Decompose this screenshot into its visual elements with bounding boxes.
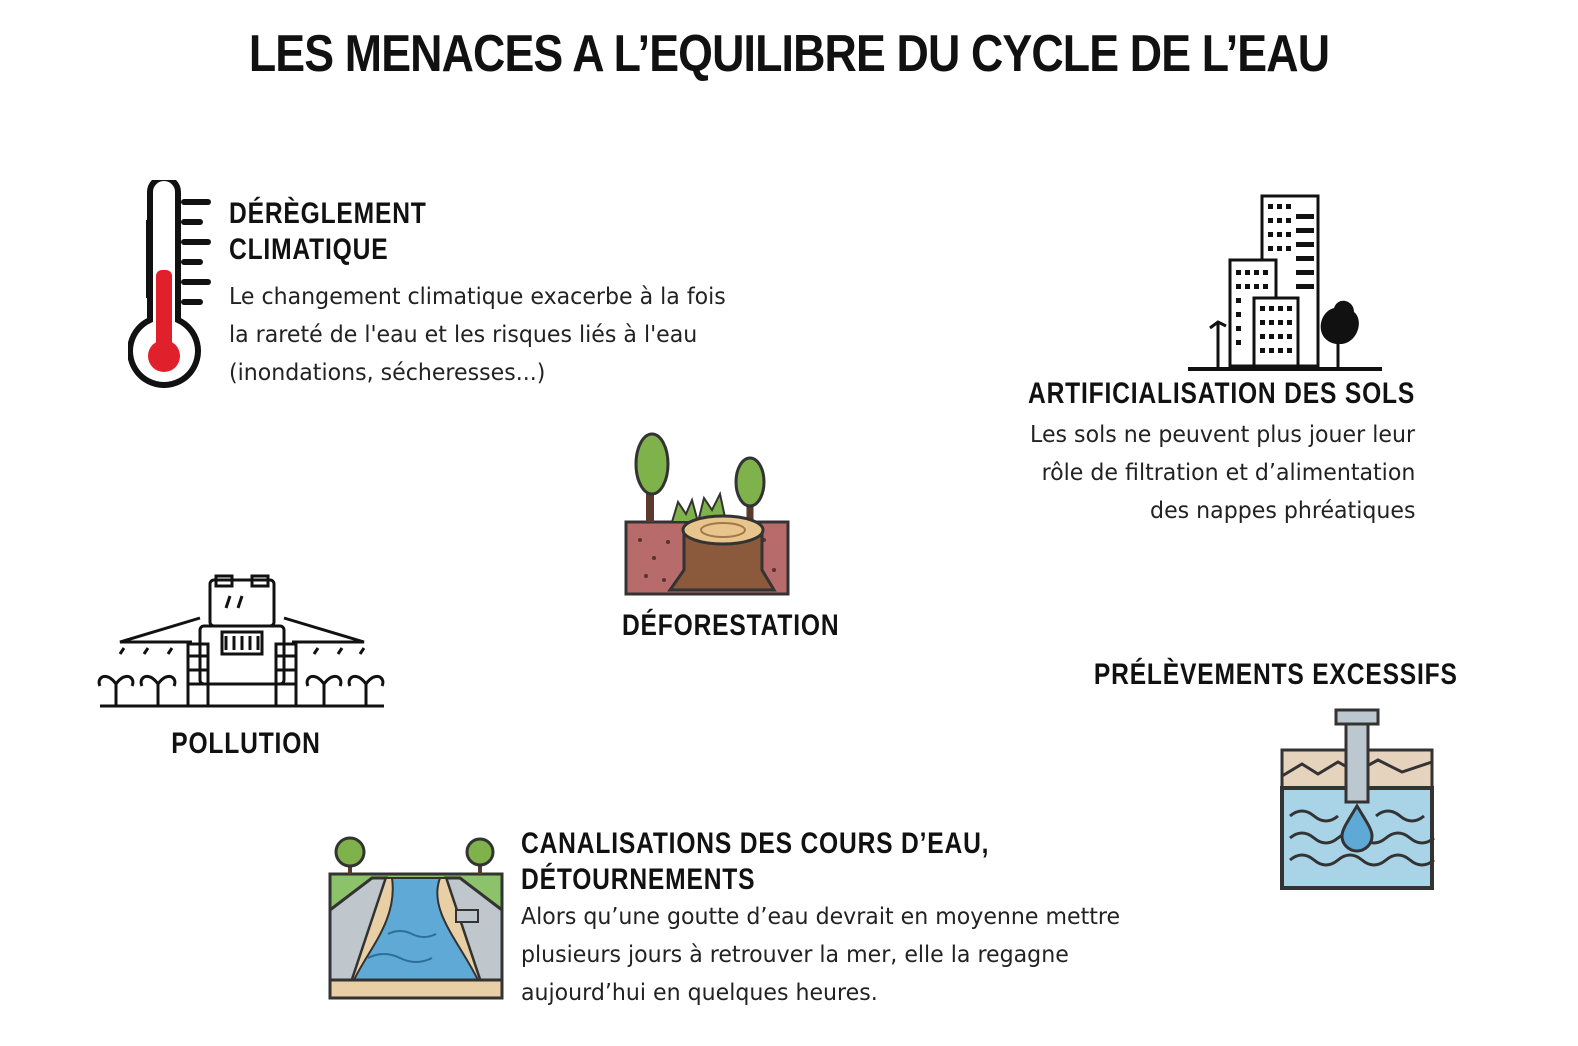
- thermometer-icon: [128, 180, 214, 394]
- artificialisation-text-2: rôle de filtration et d’alimentation: [1041, 460, 1415, 486]
- heading-pollution: POLLUTION: [171, 727, 321, 760]
- canal-river-icon: [328, 830, 504, 1000]
- artificialisation-text-1: Les sols ne peuvent plus jouer leur: [1030, 422, 1415, 448]
- page-title: LES MENACES A L’EQUILIBRE DU CYCLE DE L’EAU: [248, 25, 1330, 83]
- climate-text-2: la rareté de l'eau et les risques liés à l'eau: [229, 322, 698, 348]
- heading-deforestation: DÉFORESTATION: [621, 609, 840, 642]
- canalisations-text-1: Alors qu’une goutte d’eau devrait en moyenne mettre: [521, 904, 1121, 930]
- heading-prelevements: PRÉLÈVEMENTS EXCESSIFS: [1094, 658, 1458, 691]
- heading-artificialisation: ARTIFICIALISATION DES SOLS: [1027, 377, 1415, 410]
- heading-canalisations-2: DÉTOURNEMENTS: [521, 863, 756, 896]
- heading-climate-2: CLIMATIQUE: [229, 233, 389, 266]
- heading-climate-1: DÉRÈGLEMENT: [229, 197, 427, 230]
- climate-text-1: Le changement climatique exacerbe à la fois: [229, 284, 726, 310]
- tree-stump-icon: [624, 430, 790, 596]
- canalisations-text-2: plusieurs jours à retrouver la mer, elle la regagne: [521, 942, 1069, 968]
- heading-canalisations-1: CANALISATIONS DES COURS D’EAU,: [521, 827, 990, 860]
- groundwater-well-icon: [1278, 706, 1436, 892]
- tractor-sprayer-icon: [96, 574, 388, 710]
- climate-text-3: (inondations, sécheresses...): [229, 360, 546, 386]
- artificialisation-text-3: des nappes phréatiques: [1149, 498, 1415, 524]
- city-buildings-icon: [1186, 192, 1386, 376]
- canalisations-text-3: aujourd’hui en quelques heures.: [521, 980, 878, 1006]
